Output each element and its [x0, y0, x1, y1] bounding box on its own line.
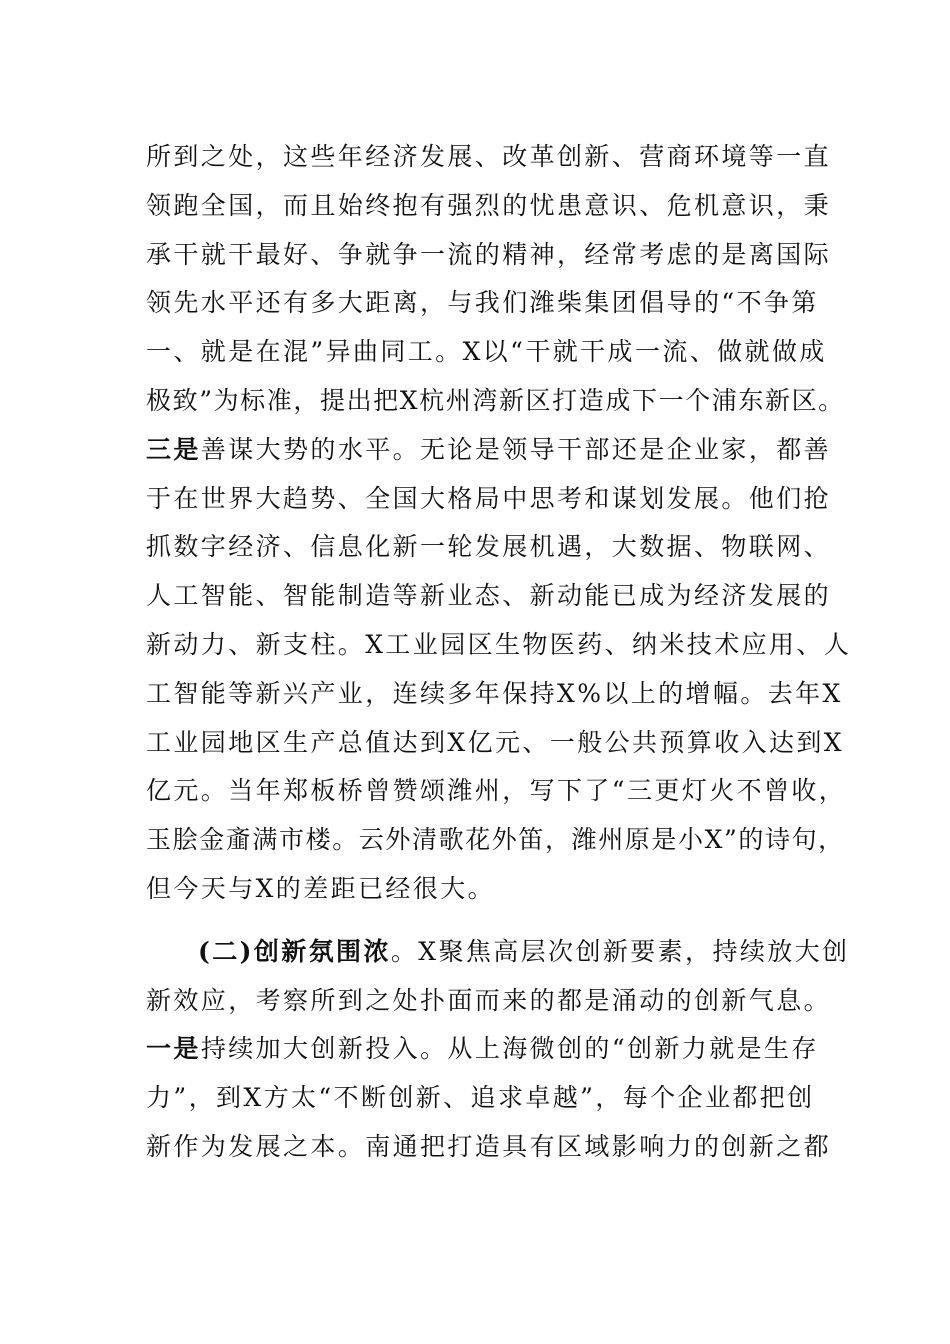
text-line: 工智能等新兴产业，连续多年保持X%以上的增幅。去年X	[146, 678, 843, 708]
text-line	[146, 426, 836, 475]
body-text	[146, 133, 852, 1172]
text-line: 领跑全国，而且始终抱有强烈的忧患意识、危机意识，秉	[146, 190, 832, 220]
text-line: 所到之处，这些年经济发展、改革创新、营商环境等一直	[146, 142, 832, 171]
text-run: 持续加大创新投入。从上海微创的“创新力就是生存	[200, 1034, 819, 1064]
text-line: 但今天与X的差距已经很大。	[146, 873, 495, 903]
text-line: 一、就是在混”异曲同工。X以“干就干成一流、做就做成	[146, 337, 827, 367]
text-line: 于在世界大趋势、全国大格局中思考和谋划发展。他们抢	[146, 483, 832, 513]
bold-lead-phrase: 三是	[146, 434, 201, 464]
text-line: 工业园地区生产总值达到X亿元、一般公共预算收入达到X	[146, 727, 844, 757]
text-line: 力”，到X方太“不断创新、追求卓越”，每个企业都把创	[146, 1083, 815, 1113]
text-run: 。X聚焦高层次创新要素，持续放大创	[390, 936, 850, 966]
text-run: 善谋大势的水平。无论是领导干部还是企业家，都善	[200, 434, 832, 464]
text-line: 承干就干最好、争就争一流的精神，经常考虑的是离国际	[146, 239, 832, 269]
bold-lead-phrase: 一是	[146, 1034, 201, 1064]
text-line: 新效应，考察所到之处扑面而来的都是涌动的创新气息。	[146, 985, 832, 1015]
section-heading-line	[146, 928, 850, 977]
section-heading: (二)创新氛围浓	[198, 936, 391, 966]
text-line	[146, 1025, 836, 1074]
text-line: 玉脍金齑满市楼。云外清歌花外笛，潍州原是小X”的诗句，	[146, 825, 845, 855]
text-line: 极致”为标准，提出把X杭州湾新区打造成下一个浦东新区。	[146, 385, 845, 415]
text-line: 人工智能、智能制造等新业态、新动能已成为经济发展的	[146, 581, 832, 611]
text-line: 亿元。当年郑板桥曾赞颂潍州，写下了“三更灯火不曾收，	[146, 776, 847, 806]
text-line: 新作为发展之本。南通把打造具有区域影响力的创新之都	[146, 1131, 832, 1161]
text-line: 领先水平还有多大距离，与我们潍柴集团倡导的“不争第	[146, 288, 819, 318]
text-line: 抓数字经济、信息化新一轮发展机遇，大数据、物联网、	[146, 532, 832, 562]
text-line: 新动力、新支柱。X工业园区生物医药、纳米技术应用、人	[146, 629, 852, 659]
